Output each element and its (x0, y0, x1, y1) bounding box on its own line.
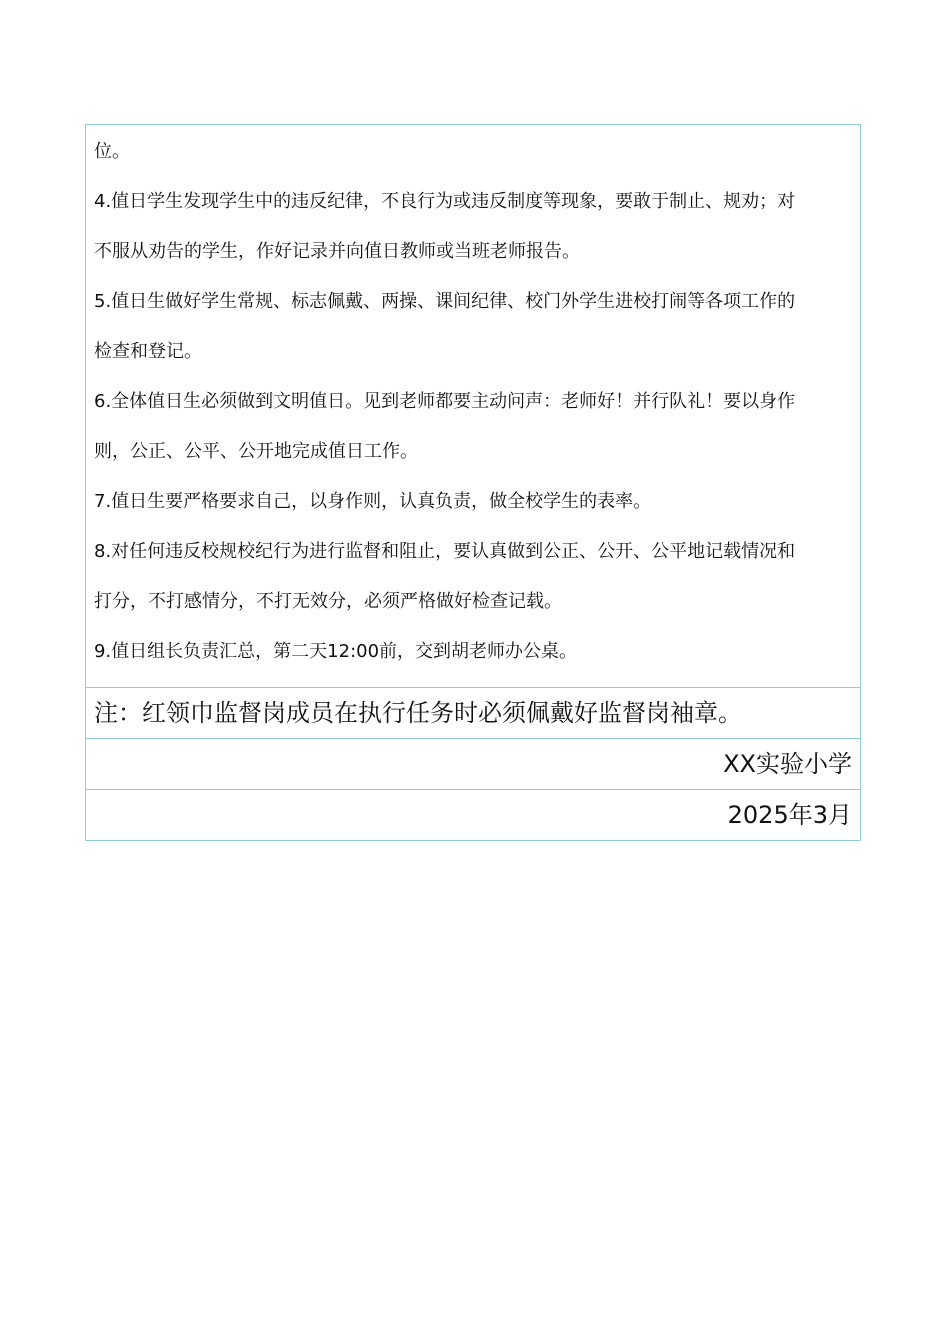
rule-line: 9.值日组长负责汇总，第二天12:00前，交到胡老师办公桌。 (94, 641, 578, 662)
school-name: XX实验小学 (86, 738, 860, 789)
document-table (85, 124, 861, 841)
rule-line: 检查和登记。 (94, 341, 202, 362)
rule-line: 6.全体值日生必须做到文明值日。见到老师都要主动问声：老师好！并行队礼！要以身作 (94, 391, 796, 412)
rules-cell (86, 125, 860, 687)
rule-line: 位。 (94, 141, 130, 162)
rule-line: 4.值日学生发现学生中的违反纪律，不良行为或违反制度等现象，要敢于制止、规劝；对 (94, 191, 796, 212)
rule-line: 则，公正、公平、公开地完成值日工作。 (94, 441, 418, 462)
rule-line: 8.对任何违反校规校纪行为进行监督和阻止，要认真做到公正、公开、公平地记载情况和 (94, 541, 796, 562)
rule-line: 7.值日生要严格要求自己，以身作则，认真负责，做全校学生的表率。 (94, 491, 652, 512)
document-date: 2025年3月 (86, 789, 860, 840)
rule-line: 打分，不打感情分，不打无效分，必须严格做好检查记载。 (94, 591, 562, 612)
rule-line: 5.值日生做好学生常规、标志佩戴、两操、课间纪律、校门外学生进校打闹等各项工作的 (94, 291, 796, 312)
rule-line: 不服从劝告的学生，作好记录并向值日教师或当班老师报告。 (94, 241, 580, 262)
note-text: 注：红领巾监督岗成员在执行任务时必须佩戴好监督岗袖章。 (86, 687, 860, 738)
